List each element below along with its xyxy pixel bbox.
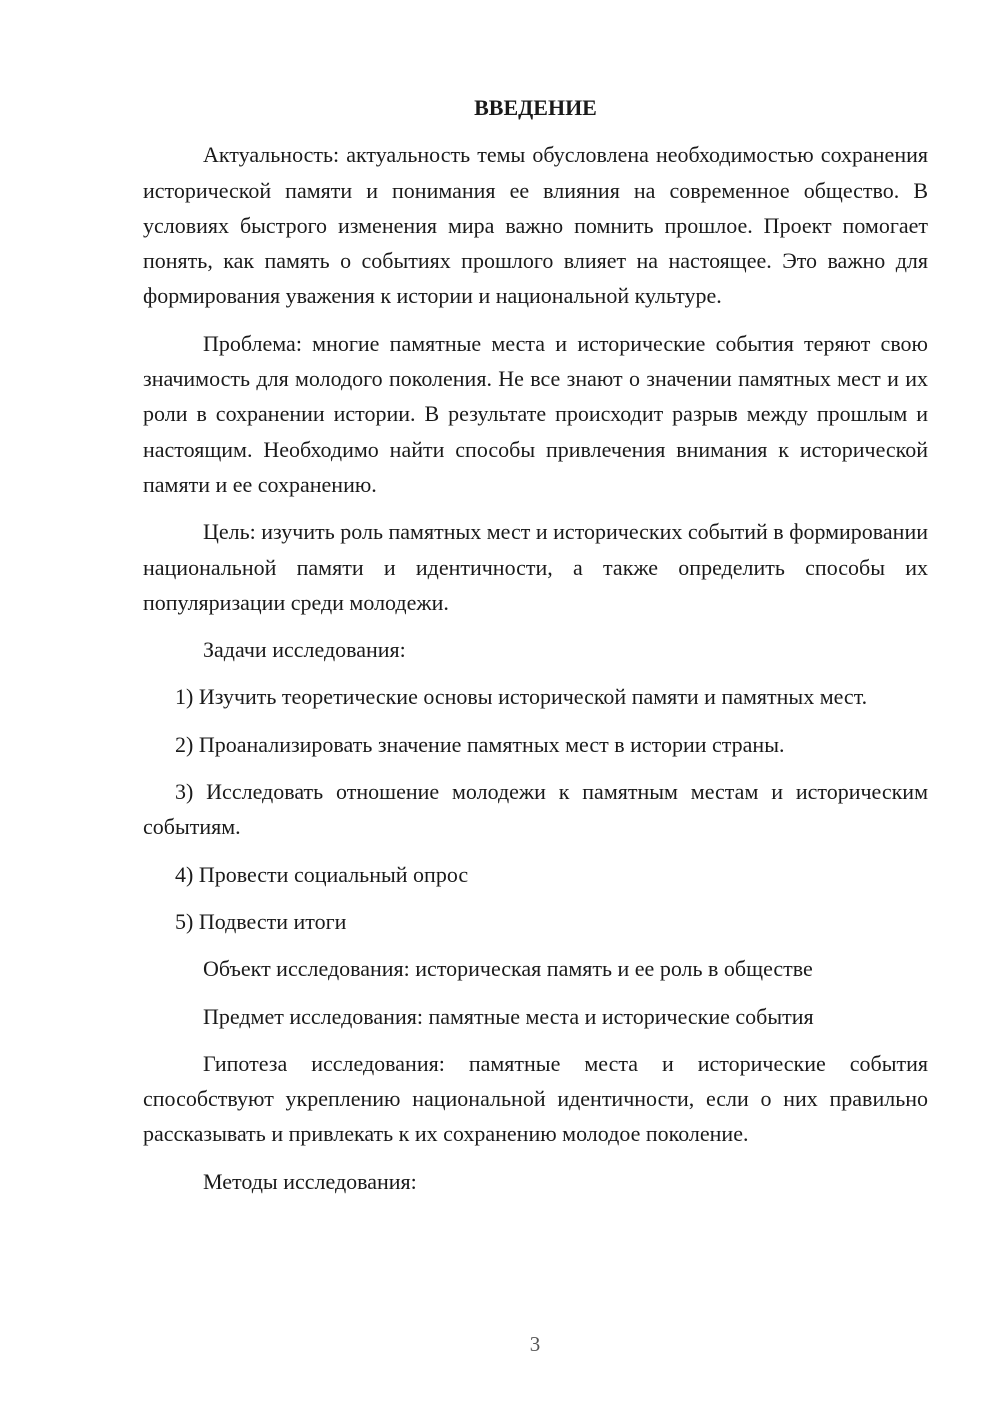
paragraph-hypothesis: Гипотеза исследования: памятные места и исторические события способствуют укреплению национальной идентичности, если о них правильно рассказывать и привлекать к их сохранению молодое поколение. <box>143 1050 928 1147</box>
paragraph-object: Объект исследования: историческая память и ее роль в обществе <box>203 956 813 982</box>
task-item-4: 4) Провести социальный опрос <box>175 861 469 887</box>
paragraph-problem: Проблема: многие памятные места и исторические события теряют свою значимость для молодого поколения. Не все знают о значении памятных мест и их роли в сохранении истории. В результате происходит разрыв между прошлым и настоящим. Необходимо найти способы привлечения внимания к исторической памяти и ее сохранению. <box>143 330 928 497</box>
paragraph-relevance: Актуальность: актуальность темы обусловлена необходимостью сохранения исторической памяти и понимания ее влияния на современное общество. В условиях быстрого изменения мира важно помнить прошлое. Проект помогает понять, как память о событиях прошлого влияет на настоящее. Это важно для формирования уважения к истории и национальной культуре. <box>143 142 928 309</box>
page-number: 3 <box>529 1332 541 1356</box>
paragraph-goal: Цель: изучить роль памятных мест и исторических событий в формировании национальной памяти и идентичности, а также определить способы их популяризации среди молодежи. <box>143 519 928 615</box>
paragraph-subject: Предмет исследования: памятные места и исторические события <box>203 1003 814 1029</box>
tasks-heading: Задачи исследования: <box>203 637 406 663</box>
task-item-5: 5) Подвести итоги <box>175 908 347 934</box>
page-title: ВВЕДЕНИЕ <box>474 95 597 120</box>
task-item-1: 1) Изучить теоретические основы исторической памяти и памятных мест. <box>175 684 868 710</box>
task-item-2: 2) Проанализировать значение памятных мест в истории страны. <box>175 731 785 757</box>
task-item-3: 3) Исследовать отношение молодежи к памятным местам и историческим событиям. <box>143 779 928 840</box>
methods-heading: Методы исследования: <box>203 1168 417 1194</box>
page-content <box>143 90 928 1211</box>
